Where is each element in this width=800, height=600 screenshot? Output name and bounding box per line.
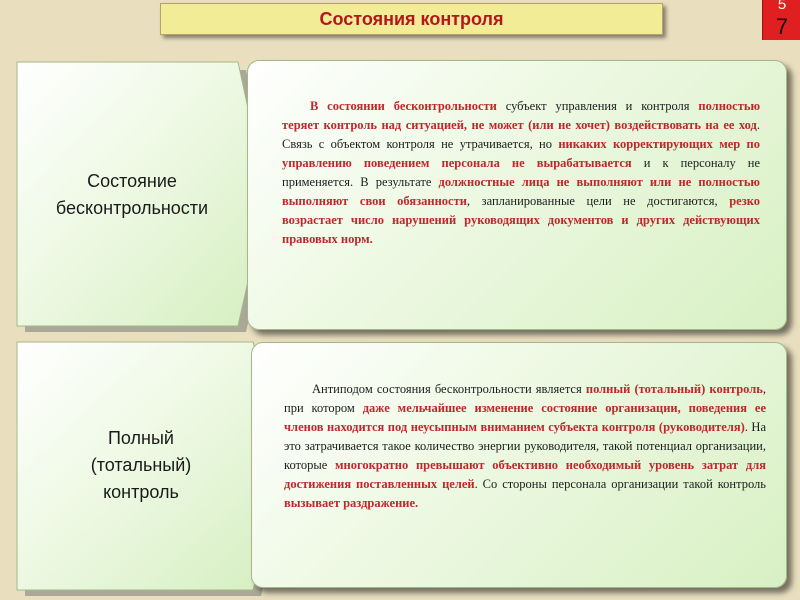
label-total-line3: контроль [103, 481, 179, 502]
text-segment: . Со стороны персонала организации такой контроль [474, 477, 766, 491]
text-segment: Антиподом состояния бесконтрольности является [312, 382, 586, 396]
slide-number-top: 5 [777, 0, 787, 13]
label-uncontrolled-line2: бесконтрольности [55, 198, 209, 218]
highlighted-phrase: резко возрастает число нарушений руководящих документов и других действующих правовых норм. [282, 194, 760, 246]
highlighted-phrase: должностные лица не выполняют или не полностью выполняют свои обязанности [282, 175, 760, 208]
text-segment: и к персоналу не применяется. В результате [282, 156, 761, 189]
paragraph-uncontrolled [282, 97, 760, 249]
highlighted-phrase: полностью теряет контроль над ситуацией, не может (или не хочет) воздействовать на ее ход [282, 99, 760, 132]
highlighted-phrase: В состоянии бесконтрольности [310, 99, 497, 113]
text-segment: субъект управления и контроля [496, 99, 699, 113]
label-total-line1: Полный [107, 427, 174, 448]
text-segment: , запланированные цели не достигаются, [466, 194, 730, 208]
label-uncontrolled-state [22, 130, 242, 260]
slide-number-bottom: 7 [775, 14, 789, 39]
slide-title-bar [160, 3, 663, 35]
text-card-total-control [251, 342, 787, 588]
highlighted-phrase: даже мельчайшее изменение состояние организации, поведения ее членов находится под неусыпным вниманием субъекта контроля (руководителя) [284, 401, 767, 434]
text-segment: , при котором [284, 382, 766, 415]
label-total-control [26, 400, 256, 530]
highlighted-phrase: многократно превышают объективно необходимый уровень затрат для достижения поставленных целей [284, 458, 766, 491]
highlighted-phrase: никаких корректирующих мер по управлению поведением персонала не вырабатывается [282, 137, 761, 170]
text-card-uncontrolled [247, 60, 787, 330]
paragraph-total-control [284, 380, 766, 513]
slide-title: Состояния контроля [319, 8, 504, 29]
text-segment: . На это затрачивается такое количество энергии руководителя, такой потенциал организации, которые [284, 420, 767, 472]
text-segment: . Связь с объектом контроля не утрачивается, но [282, 118, 760, 151]
highlighted-phrase: полный (тотальный) контроль [585, 382, 763, 396]
label-uncontrolled-line1: Состояние [87, 171, 177, 191]
label-total-line2: (тотальный) [90, 454, 192, 475]
slide-number-badge [762, 0, 800, 40]
highlighted-phrase: вызывает раздражение. [284, 496, 419, 510]
